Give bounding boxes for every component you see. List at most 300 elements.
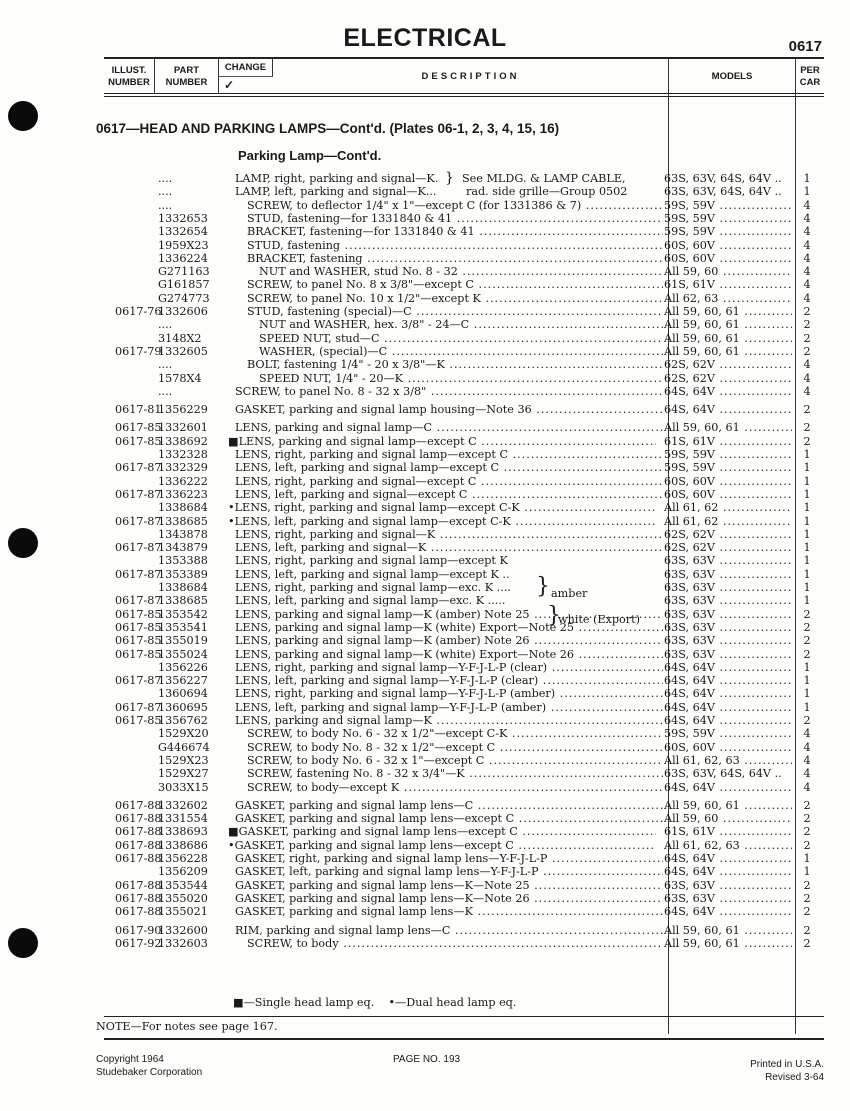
part-number: 1578X4 [158,371,202,385]
part-number: 1353388 [158,554,208,568]
table-row [0,581,850,594]
models [664,332,792,345]
illust-number: 0617-85 [115,421,162,435]
per-car-qty: 4 [803,225,811,239]
description-text: BRACKET, fastening ..... [247,252,663,265]
models-text: 64S, 64V ..... [664,865,792,878]
description-text: NUT and WASHER, stud No. 8 - 32 ..... [259,265,663,278]
part-number: 1360695 [158,700,208,714]
models-text: 60S, 60V ..... [664,252,792,265]
models [664,212,792,225]
description [235,372,663,385]
per-car-qty: 2 [803,403,811,417]
part-number: 1332654 [158,225,208,239]
part-number: 1336222 [158,474,208,488]
models [664,541,792,554]
models-text: 60S, 60V ..... [664,488,792,501]
description [235,767,663,780]
table-row [0,701,850,714]
models-text: 59S, 59V ..... [664,225,792,238]
models [664,648,792,661]
models [664,448,792,461]
dual-head-lamp-mark: • [228,501,235,515]
description-text: WASHER, (special)—C ..... [259,345,663,358]
page-title: ELECTRICAL [343,24,507,52]
group-note: rad. side grille—Group 0502 [466,185,628,198]
models [664,661,792,674]
illust-number: 0617-88 [115,838,162,852]
description [235,727,663,740]
models-text: 63S, 63V ..... [664,608,792,621]
description [235,852,663,865]
models [664,621,792,634]
models-text: All 59, 60, 61 ..... [664,937,792,950]
single-head-lamp-text: —Single head lamp eq. [243,996,375,1009]
table-row [0,239,850,252]
table-row [0,305,850,318]
models [664,403,792,416]
models-text: 62S, 62V ..... [664,372,792,385]
models [664,475,792,488]
models [664,515,792,528]
description-text: SCREW, to body No. 6 - 32 x 1/2"—except C-K ..... [247,727,663,740]
models-text: 64S, 64V ..... [664,385,792,398]
part-number: 1332603 [158,936,208,950]
models-text: 64S, 64V ..... [664,661,792,674]
per-car-qty: 2 [803,647,811,661]
description-text: SCREW, to panel No. 8 x 3/8"—except C ..... [247,278,663,291]
table-row [0,634,850,647]
models-text: 64S, 64V ..... [664,674,792,687]
description [235,687,663,700]
models [664,345,792,358]
illust-header-line: ILLUST. [111,65,147,76]
description [235,905,663,918]
description-text: BRACKET, fastening—for 1331840 & 41 ..... [247,225,663,238]
description [235,239,663,252]
part-number: 1332602 [158,798,208,812]
models [664,608,792,621]
per-car-qty: 1 [803,700,811,714]
description [235,358,663,371]
table-row [0,448,850,461]
models-text: 64S, 64V ..... [664,852,792,865]
models [664,501,792,514]
description [235,634,663,647]
part-number: 1331554 [158,812,208,826]
description [235,937,663,950]
part-number: 1529X20 [158,727,209,741]
table-row [0,332,850,345]
part-number: 1356228 [158,852,208,865]
notes-reference: NOTE—For notes see page 167. [96,1020,278,1033]
table-row [0,345,850,358]
description [235,661,663,674]
description [235,265,663,278]
illust-number: 0617-88 [115,891,162,905]
description-text: GASKET, parking and signal lamp housing—Note 36 ..... [235,403,663,416]
models [664,714,792,727]
illust-number: 0617-88 [115,825,162,839]
part-number: .... [158,172,173,185]
section-number: 0617 [788,38,822,55]
per-car-qty: 1 [803,541,811,555]
per-car-qty: 1 [803,660,811,674]
table-row [0,905,850,918]
models [664,358,792,371]
part-number: 1356227 [158,674,208,688]
per-car-qty: 4 [803,238,811,252]
part-number: 1353542 [158,607,208,621]
description-text: LENS, right, parking and signal—K ..... [235,528,663,541]
description-text: SCREW, to body No. 6 - 32 x 1"—except C ..... [247,754,663,767]
table-row [0,501,850,514]
description-text: LENS, parking and signal lamp—K (white) Export—Note 25 ..... [235,621,663,634]
models [664,185,792,198]
description [235,754,663,767]
description-text: LENS, parking and signal lamp—K ..... [235,714,663,727]
illust-number: 0617-90 [115,923,162,937]
single-head-lamp-mark: ■ [228,434,239,448]
per-car-qty: 1 [803,674,811,688]
dual-head-lamp-mark: • [228,838,235,852]
models [664,581,792,594]
table-row [0,799,850,812]
per-car-qty: 4 [803,727,811,741]
table-row [0,172,850,185]
description-text: BOLT, fastening 1/4" - 20 x 3/8"—K ..... [247,358,663,371]
part-number: 1332601 [158,421,208,435]
models [664,767,792,780]
models-text: 64S, 64V ..... [664,905,792,918]
illust-number: 0617-85 [115,634,162,648]
models-text: All 61, 62, 63 ..... [664,754,792,767]
description-text: STUD, fastening ..... [247,239,663,252]
description-text: NUT and WASHER, hex. 3/8" - 24—C ..... [259,318,663,331]
per-car-qty: 2 [803,812,811,826]
models [664,905,792,918]
models-text: 62S, 62V ..... [664,541,792,554]
models [664,741,792,754]
table-row [0,674,850,687]
part-number: 1343878 [158,527,208,541]
description [235,421,663,434]
table-bottom-rule [104,1016,824,1017]
part-number: .... [158,198,173,212]
table-row [0,621,850,634]
description [235,528,663,541]
per-car-qty: 2 [803,434,811,448]
dual-head-lamp-mark: • [388,996,396,1009]
table-row [0,661,850,674]
group-brace: } [547,603,561,628]
part-number: 1360694 [158,687,208,701]
models [664,674,792,687]
description-text: SCREW, to body—except K ..... [247,781,663,794]
description [235,292,663,305]
models [664,754,792,767]
subheading: Parking Lamp—Cont'd. [238,148,382,163]
description [235,278,663,291]
models [664,634,792,647]
part-number: 1338684 [158,581,208,594]
models [664,461,792,474]
per-car-qty: 2 [803,318,811,332]
description-text: LENS, left, parking and signal lamp—exc. K ..... [235,594,506,608]
description-text: GASKET, parking and signal lamp lens—except C ..... [235,839,656,852]
models [664,372,792,385]
table-row [0,212,850,225]
models [664,385,792,398]
models-text: 60S, 60V ..... [664,741,792,754]
description [235,812,663,825]
description-text: SCREW, to panel No. 8 - 32 x 3/8" ..... [235,385,663,398]
illust-number: 0617-88 [115,812,162,826]
part-number: G274773 [158,291,210,305]
illust-number: 0617-88 [115,905,162,919]
section-title: 0617—HEAD AND PARKING LAMPS—Cont'd. (Plates 06-1, 2, 3, 4, 15, 16) [96,121,560,136]
description [228,825,656,838]
per-car-header [796,65,824,89]
table-row [0,879,850,892]
table-row [0,488,850,501]
description-text: GASKET, parking and signal lamp lens—K ..... [235,905,663,918]
illust-number: 0617-85 [115,647,162,661]
print-info [750,1058,824,1084]
models [664,172,792,185]
models-text: 63S, 63V ..... [664,554,792,567]
description-text: GASKET, parking and signal lamp lens—K—Note 25 ..... [235,879,663,892]
models-text: All 59, 60 ..... [664,265,792,278]
description-text: LENS, left, parking and signal lamp—except C-K ..... [235,515,656,528]
part-number: 1356209 [158,865,208,879]
models [664,421,792,434]
illust-number-header [104,65,154,89]
illust-header-line: NUMBER [108,77,150,88]
models-text: 64S, 64V ..... [664,781,792,794]
part-header-line: PART [173,65,200,76]
models-header: MODELS [711,71,753,82]
models-text: 61S, 61V ..... [664,435,792,448]
change-box-rule [218,76,273,77]
per-car-qty: 2 [803,607,811,621]
models-text: 62S, 62V ..... [664,358,792,371]
description-text: LENS, parking and signal lamp—C ..... [235,421,663,434]
models-text: 62S, 62V ..... [664,528,792,541]
table-row [0,594,850,607]
per-car-qty: 1 [803,581,811,594]
models-text: All 61, 62 ..... [664,501,792,514]
table-row [0,852,850,865]
part-number: 1529X27 [158,767,209,781]
models-text: 59S, 59V ..... [664,727,792,740]
description [235,581,663,594]
copyright-line: Studebaker Corporation [96,1067,203,1078]
description [235,332,663,345]
models [664,924,792,937]
legend [233,996,516,1009]
description [235,448,663,461]
part-number: 1338693 [158,825,208,839]
table-row [0,358,850,371]
description-text: SCREW, fastening No. 8 - 32 x 3/4"—K ..... [247,767,663,780]
illust-number: 0617-87 [115,567,162,581]
table-row [0,421,850,434]
part-number: 1356226 [158,660,208,674]
models [664,318,792,331]
models-text: 60S, 60V ..... [664,239,792,252]
illust-number: 0617-88 [115,798,162,812]
illust-number: 0617-87 [115,700,162,714]
part-number: .... [158,185,173,199]
models-text: 64S, 64V ..... [664,403,792,416]
table-row [0,185,850,198]
table-row [0,528,850,541]
models [664,825,792,838]
illust-number: 0617-87 [115,487,162,501]
single-head-lamp-mark: ■ [233,996,244,1009]
table-row [0,825,850,838]
description-text: LENS, right, parking and signal lamp—Y-F-J-L-P (clear) ..... [235,661,663,674]
description-header: DESCRIPTION [421,71,520,82]
description-text: LENS, left, parking and signal lamp—except K .. [235,567,510,581]
description [235,318,663,331]
per-car-qty: 4 [803,767,811,781]
description [235,924,663,937]
description-text: SPEED NUT, 1/4" - 20—K ..... [259,372,663,385]
models-text: 63S, 63V ..... [664,892,792,905]
models-text: 63S, 63V ..... [664,581,792,594]
table-row [0,839,850,852]
models [664,594,792,607]
illust-number: 0617-81 [115,403,162,417]
description-text: GASKET, parking and signal lamp lens—K—Note 26 ..... [235,892,663,905]
description-text: SCREW, to panel No. 10 x 1/2"—except K ..... [247,292,663,305]
description-text: LAMP, right, parking and signal—K. [235,172,439,185]
description [228,435,656,448]
part-number: 1355021 [158,905,208,919]
models-text: All 61, 62 ..... [664,515,792,528]
table-row [0,199,850,212]
table-row [0,372,850,385]
table-row [0,812,850,825]
description-text: LENS, left, parking and signal lamp—Y-F-J-L-P (clear) ..... [235,674,663,687]
description-text: GASKET, right, parking and signal lamp lens—Y-F-J-L-P ..... [235,852,663,865]
description [235,225,663,238]
description [235,385,663,398]
table-row [0,781,850,794]
models-text: All 59, 60, 61 ..... [664,799,792,812]
table-row [0,554,850,567]
description-text: LENS, parking and signal lamp—K (amber) Note 25 ..... [235,608,663,621]
per-car-qty: 2 [803,634,811,648]
table-row [0,318,850,331]
models [664,865,792,878]
illust-number: 0617-87 [115,594,162,608]
table-row [0,767,850,780]
part-number: 1332329 [158,461,208,475]
models-text: 59S, 59V ..... [664,448,792,461]
printed-in: Printed in U.S.A. [750,1059,824,1070]
part-number: 3033X15 [158,780,209,794]
models [664,839,792,852]
description [235,594,663,607]
description-text: STUD, fastening (special)—C ..... [247,305,663,318]
part-number: 1332653 [158,211,208,225]
per-car-qty: 2 [803,838,811,852]
part-number: 1355019 [158,634,208,648]
copyright [96,1053,202,1079]
description-text: LENS, parking and signal lamp—K (white) Export—Note 26 ..... [235,648,663,661]
part-number: G446674 [158,740,210,754]
table-row [0,385,850,398]
description [235,568,663,581]
table-row [0,754,850,767]
revision-date: Revised 3-64 [765,1072,824,1083]
per-car-header-line: PER [800,65,820,76]
models-text: 59S, 59V ..... [664,461,792,474]
per-car-qty: 2 [803,331,811,345]
models [664,568,792,581]
description-text: GASKET, parking and signal lamp lens—except C ..... [239,825,656,838]
per-car-qty: 2 [803,620,811,634]
group-note: } [445,170,454,186]
per-car-qty: 2 [803,936,811,950]
table-row [0,687,850,700]
table-row [0,515,850,528]
per-car-qty: 2 [803,891,811,905]
description-text: LAMP, left, parking and signal—K... [235,185,437,199]
per-car-qty: 4 [803,740,811,754]
illust-number: 0617-87 [115,461,162,475]
illust-number: 0617-87 [115,541,162,555]
per-car-qty: 1 [803,687,811,701]
description-text: LENS, right, parking and signal lamp—except K [235,554,508,568]
part-number: .... [158,384,173,398]
illust-number: 0617-85 [115,714,162,727]
models-text: 60S, 60V ..... [664,475,792,488]
per-car-qty: 1 [803,554,811,568]
description [235,865,663,878]
description-text: GASKET, parking and signal lamp lens—C ..... [235,799,663,812]
per-car-qty: 4 [803,251,811,265]
per-car-qty: 1 [803,461,811,475]
part-number: 1353544 [158,878,208,892]
per-car-qty: 4 [803,753,811,767]
part-number: .... [158,358,173,372]
models-text: All 59, 60 ..... [664,812,792,825]
part-number: 1338686 [158,838,208,852]
description-text: SPEED NUT, stud—C ..... [259,332,663,345]
header-top-rule [104,57,824,59]
description-text: GASKET, parking and signal lamp lens—except C ..... [235,812,663,825]
per-car-qty: 1 [803,448,811,461]
description [235,475,663,488]
models-text: 63S, 63V ..... [664,879,792,892]
description [235,701,663,714]
single-head-lamp-mark: ■ [228,825,239,839]
table-row [0,278,850,291]
binder-hole [8,101,38,131]
per-car-qty: 4 [803,291,811,305]
part-number: .... [158,318,173,332]
models-text: 59S, 59V ..... [664,199,792,212]
description-text: LENS, left, parking and signal lamp—except C ..... [235,461,663,474]
models-text: 63S, 63V ..... [664,634,792,647]
description-text: LENS, right, parking and signal lamp—except C-K ..... [235,501,656,514]
header-bottom-rule [104,93,824,94]
part-number: 3148X2 [158,331,202,345]
